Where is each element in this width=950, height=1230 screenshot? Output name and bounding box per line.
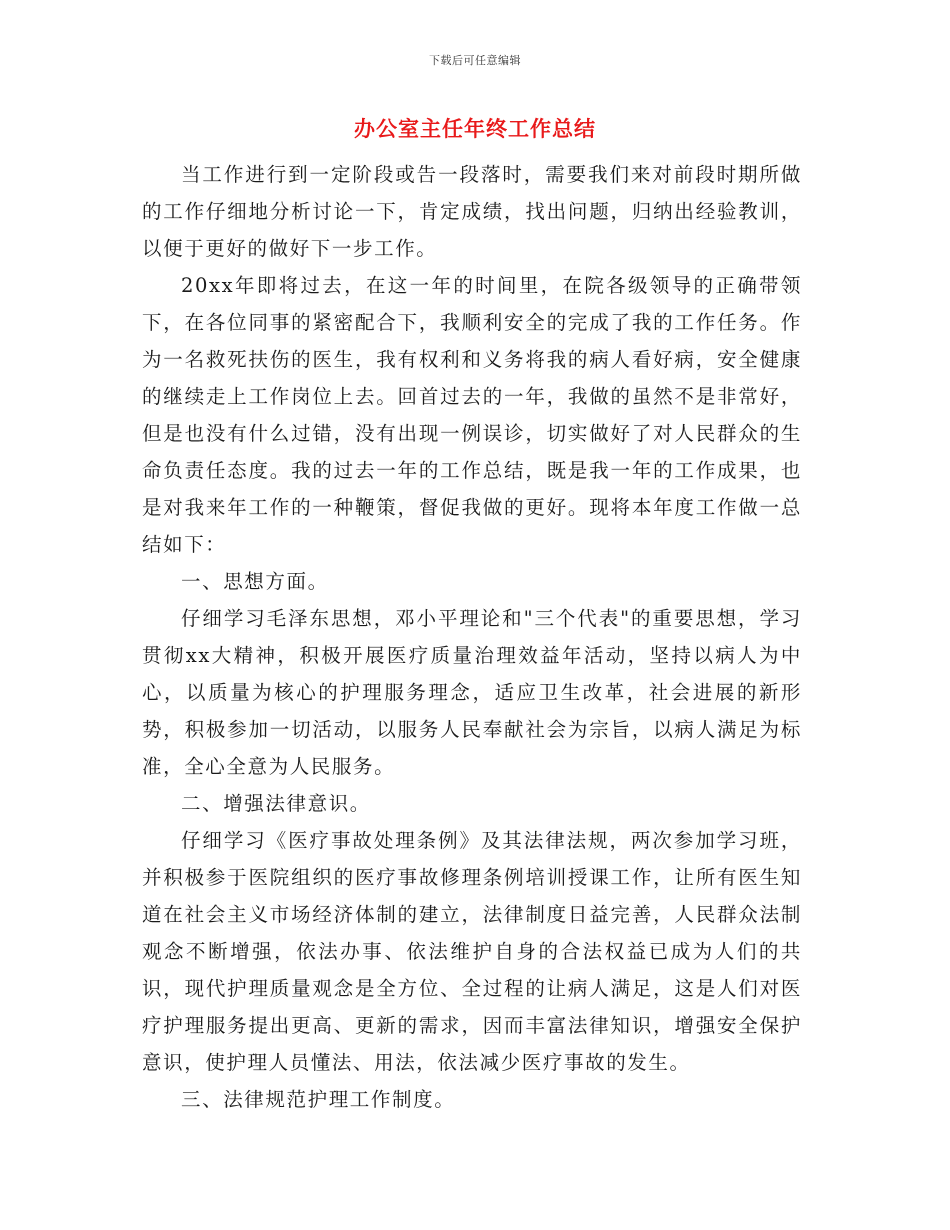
header-note: 下载后可任意编辑	[429, 54, 521, 67]
section-heading-2: 二、增强法律意识。	[181, 792, 371, 815]
section-heading-3: 三、法律规范护理工作制度。	[181, 1088, 456, 1111]
paragraph-intro: 当工作进行到一定阶段或告一段落时，需要我们来对前段时期所做的工作仔细地分析讨论一下，肯定成绩，找出问题，归纳出经验教训，以便于更好的做好下一步工作。	[142, 163, 802, 260]
paragraph-overview: 20xx年即将过去，在这一年的时间里，在院各级领导的正确带领下，在各位同事的紧密配合下，我顺利安全的完成了我的工作任务。作为一名救死扶伤的医生，我有权利和义务将我的病人看好病，安全健康的继续走上工作岗位上去。回首过去的一年，我做的虽然不是非常好，但是也没有什么过错，没有出现一例误诊，切实做好了对人民群众的生命负责任态度。我的过去一年的工作总结，既是我一年的工作成果，也是对我来年工作的一种鞭策，督促我做的更好。现将本年度工作做一总结如下：	[142, 274, 802, 556]
paragraph-section-2: 仔细学习《医疗事故处理条例》及其法律法规，两次参加学习班，并积极参于医院组织的医疗事故修理条例培训授课工作，让所有医生知道在社会主义市场经济体制的建立，法律制度日益完善，人民群众法制观念不断增强，依法办事、依法维护自身的合法权益已成为人们的共识，现代护理质量观念是全方位、全过程的让病人满足，这是人们对医疗护理服务提出更高、更新的需求，因而丰富法律知识，增强安全保护意识，使护理人员懂法、用法，依法减少医疗事故的发生。	[142, 829, 802, 1074]
document-body	[142, 156, 802, 1118]
document-title: 办公室主任年终工作总结	[354, 117, 596, 141]
paragraph-section-1: 仔细学习毛泽东思想，邓小平理论和"三个代表"的重要思想，学习贯彻xx大精神，积极开展医疗质量治理效益年活动，坚持以病人为中心，以质量为核心的护理服务理念，适应卫生改革，社会进展的新形势，积极参加一切活动，以服务人民奉献社会为宗旨，以病人满足为标准，全心全意为人民服务。	[142, 607, 802, 778]
section-heading-1: 一、思想方面。	[181, 570, 329, 593]
